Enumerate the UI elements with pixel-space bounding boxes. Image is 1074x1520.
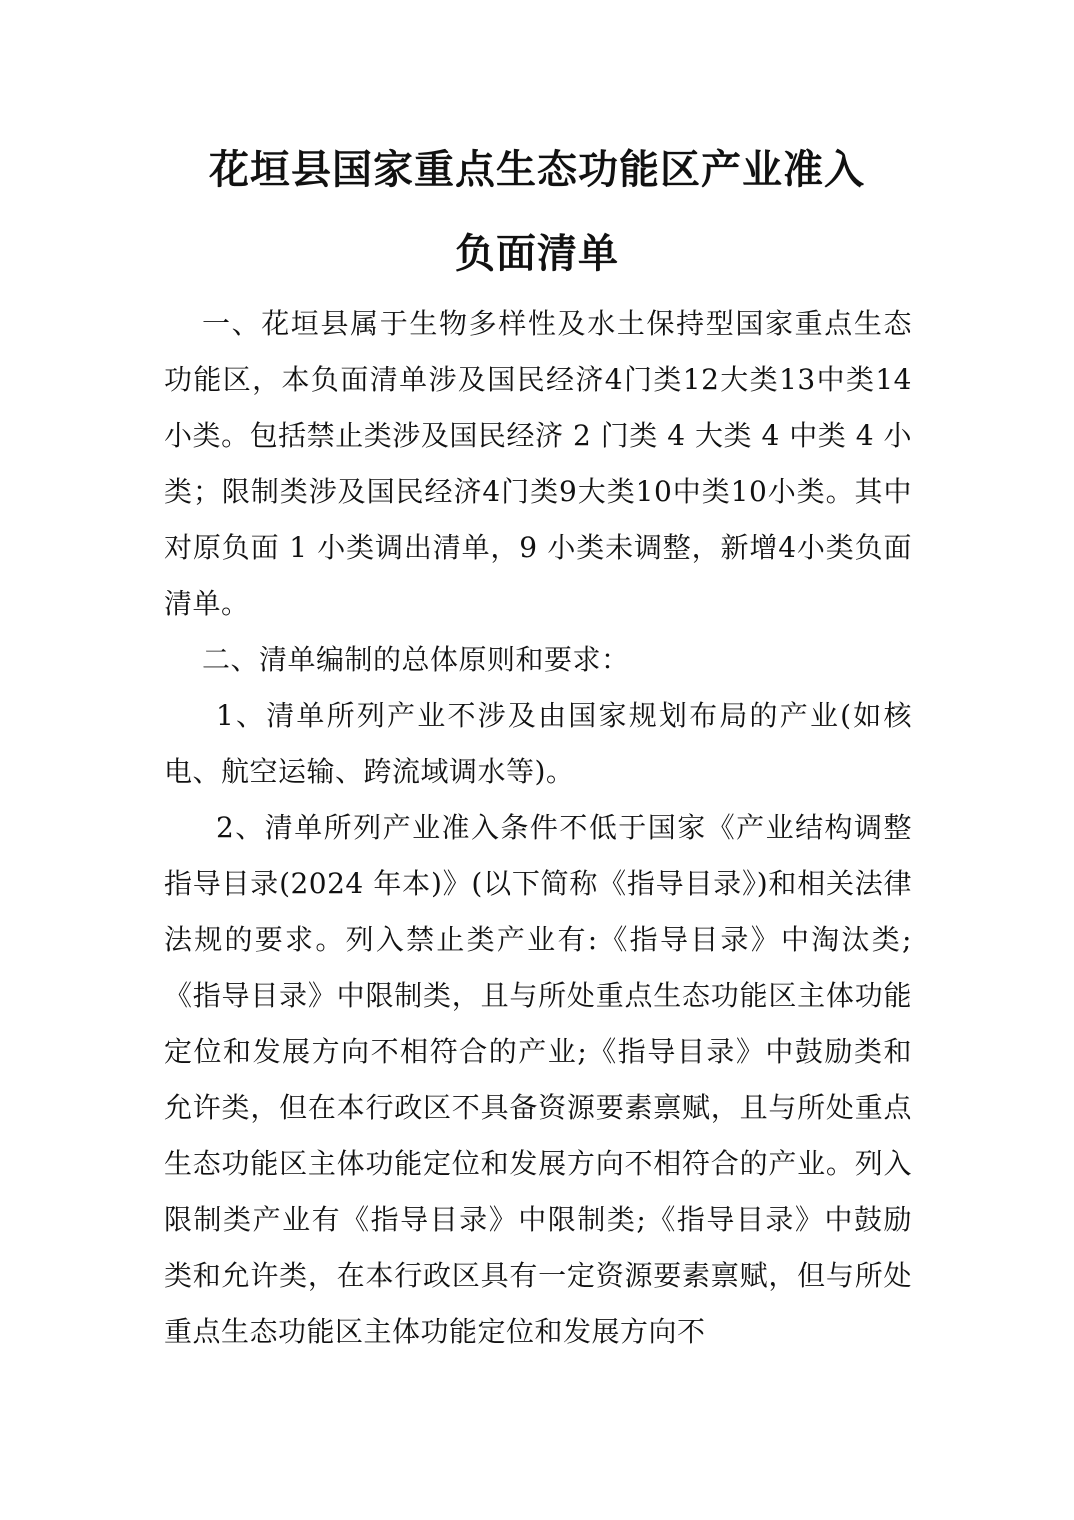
document-title-line-2: 负面清单 xyxy=(455,230,619,277)
paragraph-principle-1: 1、清单所列产业不涉及由国家规划布局的产业(如核电、航空运输、跨流域调水等)。 xyxy=(164,699,912,788)
paragraph-principles-heading: 二、清单编制的总体原则和要求： xyxy=(202,643,630,676)
paragraph-principle-2: 2、清单所列产业准入条件不低于国家《产业结构调整指导目录(2024 年本)》(以下简称《指导目录》)和相关法律法规的要求。列入禁止类产业有:《指导目录》中淘汰类;《指导目录》中限制类，且与所处重点生态功能区主体功能定位和发展方向不相符合的产业;《指导目录》中鼓励类和允许类，但在本行政区不具备资源要素禀赋，且与所处重点生态功能区主体功能定位和发展方向不相符合的产业。列入限制类产业有《指导目录》中限制类;《指导目录》中鼓励类和允许类，在本行政区具有一定资源要素禀赋，但与所处重点生态功能区主体功能定位和发展方向不 xyxy=(164,811,912,1348)
document-body xyxy=(164,296,912,1360)
document-title-line-1: 花垣县国家重点生态功能区产业准入 xyxy=(209,146,865,193)
paragraph-overview: 一、花垣县属于生物多样性及水土保持型国家重点生态功能区，本负面清单涉及国民经济4门类12大类13中类14小类。包括禁止类涉及国民经济 2 门类 4 大类 4 中类 4 小类；限制类涉及国民经济4门类9大类10中类10小类。其中对原负面 1 小类调出清单，9 小类未调整，新增4小类负面清单。 xyxy=(164,307,912,620)
